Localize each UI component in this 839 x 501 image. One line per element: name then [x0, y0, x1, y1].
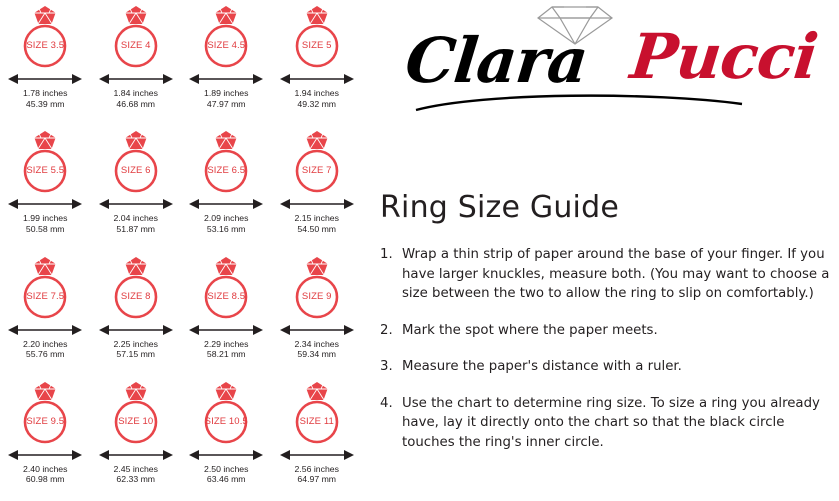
measurement-mm: 63.46 mm	[206, 474, 246, 485]
measurement-inches: 2.15 inches	[294, 213, 339, 224]
ring-illustration	[6, 129, 84, 199]
ring-measurement	[23, 464, 67, 485]
logo-underline-swoosh	[414, 90, 744, 116]
diameter-arrow-icon	[97, 197, 175, 211]
ring-illustration	[6, 255, 84, 325]
step-number: 2.	[380, 322, 393, 338]
ring-measurement	[114, 88, 158, 109]
ring-size-cell[interactable]	[91, 125, 182, 250]
step-number: 3.	[380, 359, 393, 374]
brand-wordmark	[402, 18, 826, 98]
step-text: Measure the paper's distance with a ruler.	[402, 359, 682, 374]
measurement-inches: 2.45 inches	[113, 463, 158, 474]
diameter-arrow-icon	[6, 72, 84, 86]
ring-measurement	[295, 339, 339, 360]
ring-size-cell[interactable]	[272, 0, 363, 125]
measurement-inches: 1.94 inches	[294, 88, 339, 98]
step-text: Wrap a thin strip of paper around the base of your finger. If you have larger knuckles, measure both. (You may want to choose a size between the two to allow the ring to slip on comfortably.)	[402, 247, 830, 301]
ring-size-cell[interactable]	[181, 125, 272, 250]
ring-size-label: SIZE 10	[118, 415, 154, 427]
diameter-arrow-icon	[187, 448, 265, 462]
ring-size-label: SIZE 7	[301, 165, 332, 177]
measurement-inches: 1.78 inches	[23, 88, 68, 98]
ring-size-label: SIZE 10.5	[204, 415, 248, 427]
brand-name-first: Clara	[402, 24, 591, 97]
ring-measurement	[23, 213, 67, 234]
diameter-arrow-icon	[97, 72, 175, 86]
diameter-arrow-icon	[278, 448, 356, 462]
measurement-inches: 2.20 inches	[23, 338, 68, 349]
ring-size-cell[interactable]	[91, 376, 182, 501]
ring-illustration	[97, 380, 175, 450]
ring-illustration	[187, 255, 265, 325]
step-text: Use the chart to determine ring size. To size a ring you already have, lay it directly onto the chart so that the black circle touches the ring's inner circle.	[402, 395, 820, 450]
ring-size-label: SIZE 6	[120, 165, 151, 177]
ring-size-cell[interactable]	[272, 251, 363, 376]
ring-size-grid	[0, 0, 362, 501]
instruction-step	[380, 357, 832, 377]
ring-illustration	[6, 4, 84, 74]
step-number: 1.	[380, 247, 393, 262]
ring-size-chart	[0, 0, 362, 501]
instruction-step	[380, 394, 832, 453]
ring-illustration	[97, 255, 175, 325]
measurement-mm: 53.16 mm	[206, 223, 246, 234]
measurement-inches: 2.29 inches	[204, 338, 249, 349]
ring-measurement	[204, 339, 248, 360]
ring-measurement	[295, 464, 339, 485]
ring-measurement	[204, 464, 248, 485]
ring-illustration	[278, 255, 356, 325]
ring-size-cell[interactable]	[181, 0, 272, 125]
ring-size-cell[interactable]	[91, 251, 182, 376]
ring-size-cell[interactable]	[272, 376, 363, 501]
ring-size-label: SIZE 9.5	[26, 415, 65, 427]
measurement-mm: 46.68 mm	[116, 98, 156, 109]
measurement-inches: 2.09 inches	[204, 213, 249, 224]
ring-measurement	[23, 339, 67, 360]
ring-size-label: SIZE 8.5	[207, 290, 246, 302]
measurement-mm: 57.15 mm	[116, 349, 156, 360]
measurement-mm: 49.32 mm	[297, 98, 337, 109]
ring-size-cell[interactable]	[0, 125, 91, 250]
diameter-arrow-icon	[278, 72, 356, 86]
measurement-mm: 55.76 mm	[25, 349, 65, 360]
diameter-arrow-icon	[187, 197, 265, 211]
ring-illustration	[278, 380, 356, 450]
ring-size-label: SIZE 6.5	[207, 165, 246, 177]
ring-illustration	[187, 4, 265, 74]
ring-illustration	[187, 129, 265, 199]
step-text: Mark the spot where the paper meets.	[402, 322, 658, 338]
measurement-mm: 54.50 mm	[297, 223, 337, 234]
page-title: Ring Size Guide	[380, 190, 619, 225]
ring-size-label: SIZE 5	[301, 40, 332, 51]
diameter-arrow-icon	[6, 197, 84, 211]
ring-size-cell[interactable]	[272, 125, 363, 250]
diameter-arrow-icon	[278, 197, 356, 211]
measurement-mm: 62.33 mm	[116, 474, 156, 485]
diameter-arrow-icon	[97, 448, 175, 462]
diameter-arrow-icon	[187, 323, 265, 337]
diameter-arrow-icon	[97, 323, 175, 337]
measurement-inches: 2.25 inches	[113, 338, 158, 349]
measurement-inches: 2.04 inches	[113, 213, 158, 224]
ring-size-cell[interactable]	[181, 251, 272, 376]
ring-size-label: SIZE 5.5	[26, 165, 65, 177]
measurement-inches: 2.34 inches	[294, 338, 339, 349]
instruction-step	[380, 245, 832, 304]
ring-measurement	[23, 88, 67, 109]
ring-size-label: SIZE 11	[299, 415, 334, 427]
diameter-arrow-icon	[6, 448, 84, 462]
ring-measurement	[295, 213, 339, 234]
measurement-mm: 45.39 mm	[25, 98, 65, 109]
ring-size-cell[interactable]	[181, 376, 272, 501]
measurement-inches: 1.84 inches	[113, 88, 158, 98]
ring-size-label: SIZE 3.5	[26, 40, 65, 51]
measurement-inches: 2.50 inches	[204, 463, 249, 474]
ring-illustration	[97, 4, 175, 74]
ring-illustration	[278, 4, 356, 74]
ring-measurement	[204, 88, 248, 109]
ring-illustration	[187, 380, 265, 450]
measurement-mm: 47.97 mm	[206, 98, 246, 109]
ring-size-label: SIZE 9	[301, 290, 332, 302]
ring-measurement	[114, 339, 158, 360]
measurement-mm: 60.98 mm	[25, 474, 65, 485]
step-number: 4.	[380, 395, 393, 411]
measurement-mm: 51.87 mm	[116, 223, 156, 234]
measurement-inches: 1.99 inches	[23, 213, 68, 224]
ring-size-label: SIZE 4.5	[207, 40, 246, 51]
ring-size-label: SIZE 4	[120, 40, 151, 51]
diameter-arrow-icon	[278, 323, 356, 337]
ring-size-cell[interactable]	[0, 0, 91, 125]
measurement-inches: 2.40 inches	[23, 463, 68, 474]
ring-size-cell[interactable]	[0, 376, 91, 501]
info-panel	[372, 0, 839, 501]
instruction-step	[380, 321, 832, 341]
ring-illustration	[97, 129, 175, 199]
measurement-mm: 58.21 mm	[206, 349, 246, 360]
measurement-mm: 50.58 mm	[25, 223, 65, 234]
ring-illustration	[6, 380, 84, 450]
measurement-inches: 2.56 inches	[294, 463, 339, 474]
ring-size-cell[interactable]	[91, 0, 182, 125]
ring-measurement	[295, 88, 339, 109]
ring-size-label: SIZE 7.5	[26, 290, 65, 302]
ring-illustration	[278, 129, 356, 199]
diameter-arrow-icon	[6, 323, 84, 337]
measurement-mm: 64.97 mm	[297, 474, 337, 485]
ring-size-label: SIZE 8	[120, 290, 151, 302]
measurement-inches: 1.89 inches	[204, 88, 249, 98]
ring-measurement	[114, 213, 158, 234]
ring-measurement	[204, 213, 248, 234]
ring-size-cell[interactable]	[0, 251, 91, 376]
brand-name-second: Pucci	[627, 20, 821, 93]
ring-measurement	[114, 464, 158, 485]
brand-logo	[380, 0, 839, 110]
measurement-mm: 59.34 mm	[297, 349, 337, 360]
instruction-steps	[380, 245, 832, 469]
diameter-arrow-icon	[187, 72, 265, 86]
